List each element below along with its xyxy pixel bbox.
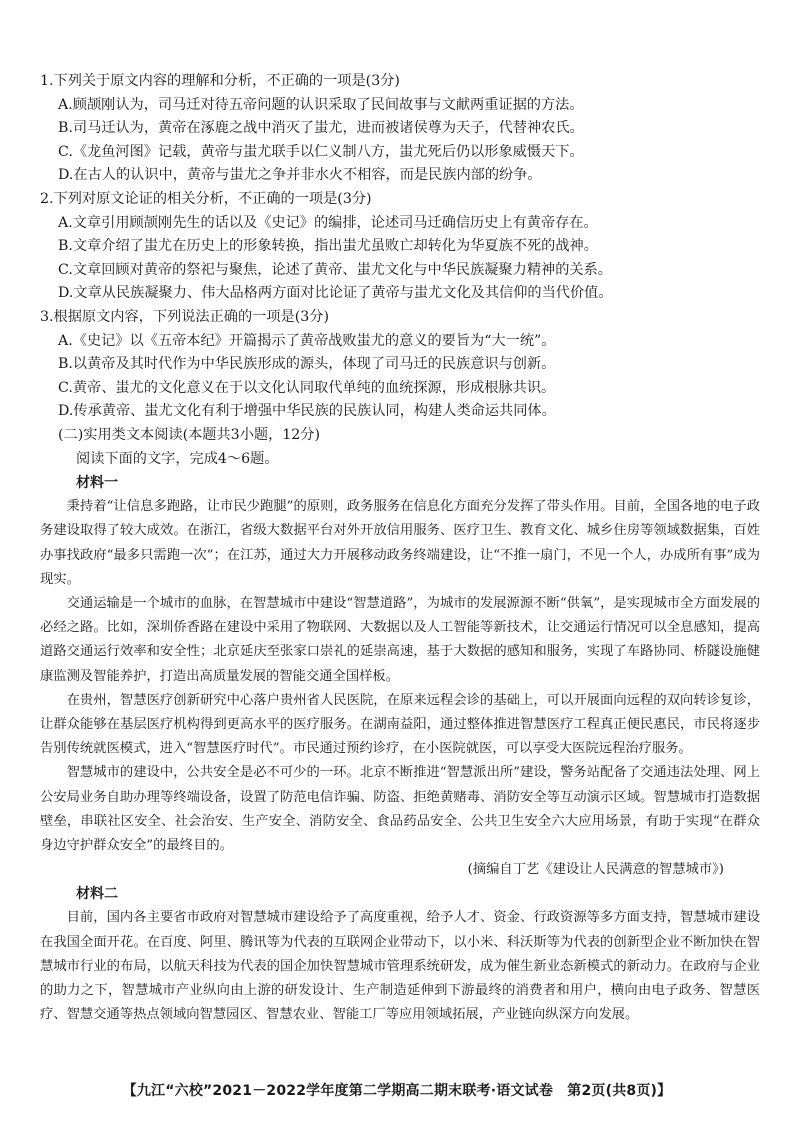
material-1-paragraph: 秉持着“让信息多跑路，让市民少跑腿”的原则，政务服务在信息化方面充分发挥了带头作用。目前，全国各地的电子政务建设取得了较大成效。在浙江，省级大数据平台对外开放信用服务、医疗卫生、教育文化、城乡住房等领域数据集，百姓办事找政府“最多只需跑一次”；在江苏，通过大力开展移动政务终端建设，让“不推一扇门，不见一个人，办成所有事”成为现实。 — [40, 499, 760, 587]
question-1-option-a: A.顾颉刚认为，司马迁对待五帝问题的认识采取了民间故事与文献两重证据的方法。 — [58, 96, 584, 113]
question-3-option-d: D.传承黄帝、蚩尤文化有利于增强中华民族的民族认同，构建人类命运共同体。 — [58, 403, 556, 420]
question-2-stem: 2.下列对原文论证的相关分析，不正确的一项是(3分) — [40, 190, 372, 207]
question-3-option-c: C.黄帝、蚩尤的文化意义在于以文化认同取代单纯的血统探源，形成根脉共识。 — [58, 379, 556, 396]
material-2-title: 材料二 — [76, 886, 118, 903]
question-2-option-c: C.文章回顾对黄帝的祭祀与聚焦，论述了黄帝、蚩尤文化与中华民族凝聚力精神的关系。 — [58, 261, 612, 278]
question-block — [40, 70, 760, 1027]
material-2-paragraph: 目前，国内各主要省市政府对智慧城市建设给予了高度重视，给予人才、资金、行政资源等多方面支持，智慧城市建设在我国全面开花。在百度、阿里、腾讯等为代表的互联网企业带动下，以小米、科沃斯等为代表的创新型企业不断加快在智慧城市行业的布局，以航天科技为代表的国企加快智慧城市管理系统研发，成为催生新业态新模式的新动力。在政府与企业的助力之下，智慧城市产业纵向由上游的研发设计、生产制造延伸到下游最终的消费者和用户，横向由电子政务、智慧医疗、智慧交通等热点领域向智慧园区、智慧农业、智能工厂等应用领域拓展，产业链向纵深方向发展。 — [40, 910, 760, 1023]
question-3-option-b: B.以黄帝及其时代作为中华民族形成的源头，体现了司马迁的民族意识与创新。 — [58, 356, 556, 373]
question-2-option-d: D.文章从民族凝聚力、伟大品格两方面对比论证了黄帝与蚩尤文化及其信仰的当代价值。 — [58, 285, 613, 302]
section-instruction: 阅读下面的文字，完成4～6题。 — [76, 450, 279, 467]
section-title: (二)实用类文本阅读(本题共3小题，12分) — [58, 426, 321, 443]
question-3-stem: 3.根据原文内容，下列说法正确的一项是(3分) — [40, 308, 330, 325]
question-1-option-d: D.在古人的认识中，黄帝与蚩尤之争并非水火不相容，而是民族内部的纷争。 — [58, 167, 542, 184]
question-1-option-c: C.《龙鱼河图》记载，黄帝与蚩尤联手以仁义制八方，蚩尤死后仍以形象威慑天下。 — [58, 143, 584, 160]
material-1-title: 材料一 — [76, 475, 118, 492]
question-2-option-a: A.文章引用顾颉刚先生的话以及《史记》的编排，论述司马迁确信历史上有黄帝存在。 — [58, 214, 598, 231]
material-1-source: (摘编自丁艺《建设让人民满意的智慧城市》) — [467, 862, 724, 878]
material-1-paragraph: 智慧城市的建设中，公共安全是必不可少的一环。北京不断推进“智慧派出所”建设，警务站配备了交通违法处理、网上公安局业务自助办理等终端设备，设置了防范电信诈骗、防盗、拒绝黄赌毒、消防安全等互动演示区域。智慧城市打造数据壁垒，串联社区安全、社会治安、生产安全、消防安全、食品药品安全、公共卫生安全六大应用场景，有助于实现“在群众身边守护群众安全”的最终目的。 — [40, 765, 760, 853]
material-1-paragraph: 在贵州，智慧医疗创新研究中心落户贵州省人民医院，在原来远程会诊的基础上，可以开展面向远程的双向转诊复诊，让群众能够在基层医疗机构得到更高水平的医疗服务。在湖南益阳，通过整体推进智慧医疗工程真正便民惠民，市民将逐步告别传统就医模式，进入“智慧医疗时代”。市民通过预约诊疗，在小医院就医，可以享受大医院远程治疗服务。 — [40, 692, 760, 757]
question-1-option-b: B.司马迁认为，黄帝在涿鹿之战中消灭了蚩尤，进而被诸侯尊为天子，代替神农氏。 — [58, 120, 584, 137]
question-1-stem: 1.下列关于原文内容的理解和分析，不正确的一项是(3分) — [40, 73, 400, 89]
material-1-paragraph: 交通运输是一个城市的血脉，在智慧城市中建设“智慧道路”，为城市的发展源源不断“供氧”，是实现城市全方面发展的必经之路。比如，深圳侨香路在建设中采用了物联网、大数据以及人工智能等新技术，让交通运行情况可以全息感知，提高道路交通运行效率和安全性；北京延庆至张家口崇礼的延崇高速，基于大数据的感知和服务，实现了车路协同、桥隧设施健康监测及智能养护，打造出高质量发展的智能交通全国样板。 — [40, 595, 760, 684]
question-2-option-b: B.文章介绍了蚩尤在历史上的形象转换，指出蚩尤虽败亡却转化为华夏族不死的战神。 — [58, 238, 598, 255]
page-footer: 【九江“六校”2021－2022学年度第二学期高二期末联考·语文试卷 第2页(共8页)】 — [122, 1083, 672, 1099]
question-3-option-a: A.《史记》以《五帝本纪》开篇揭示了黄帝战败蚩尤的意义的要旨为“大一统”。 — [58, 332, 556, 349]
